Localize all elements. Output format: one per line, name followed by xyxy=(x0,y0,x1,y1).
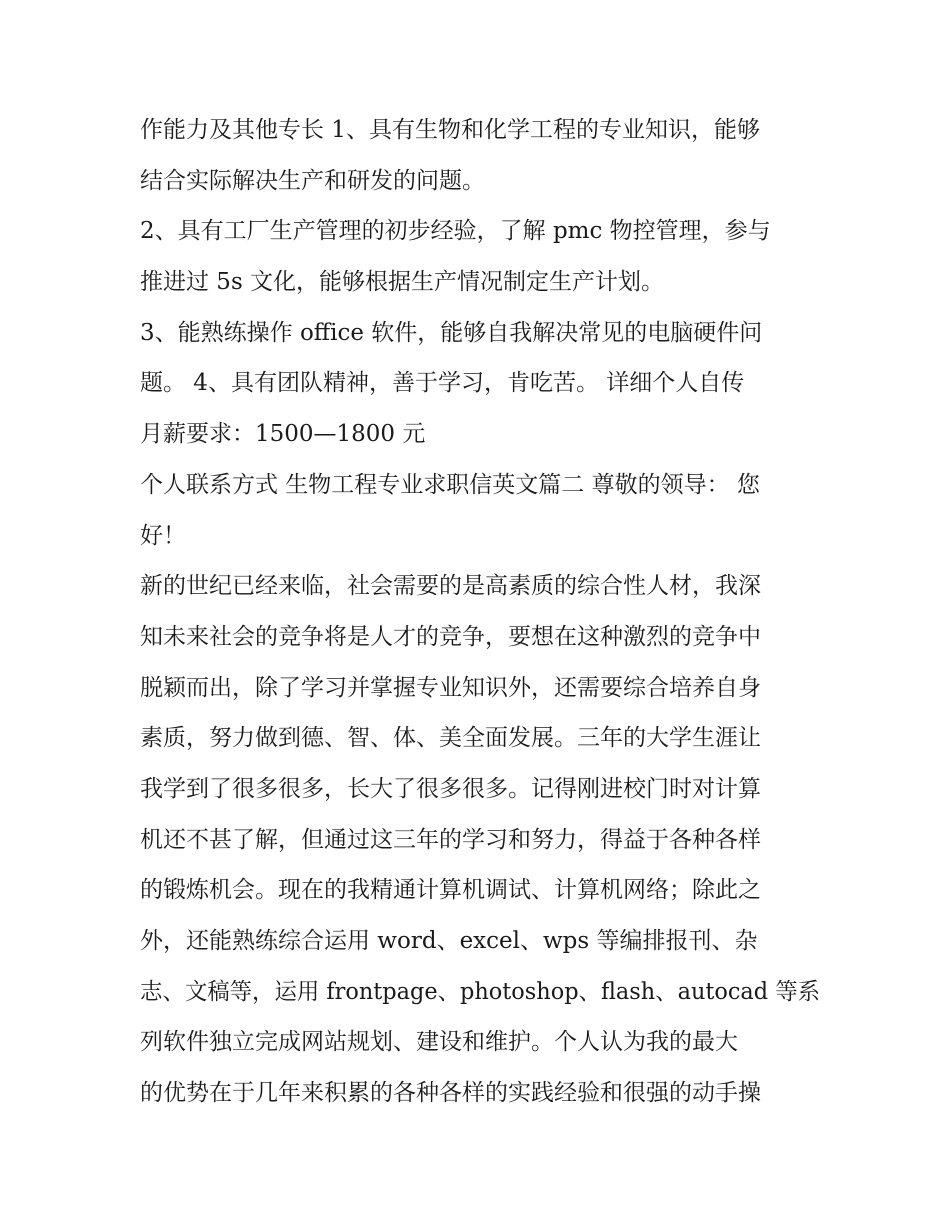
text-line: 2、具有工厂生产管理的初步经验，了解 pmc 物控管理，参与 xyxy=(140,218,771,245)
text-line: 列软件独立完成网站规划、建设和维护。个人认为我的最大 xyxy=(140,1029,738,1056)
text-line: 个人联系方式 生物工程专业求职信英文篇二 尊敬的领导： 您 xyxy=(140,471,760,498)
text-line: 月薪要求：1500—1800 元 xyxy=(140,421,426,448)
text-line: 外，还能熟练综合运用 word、excel、wps 等编排报刊、杂 xyxy=(140,928,758,954)
text-line: 志、文稿等，运用 frontpage、photoshop、flash、autocad 等系 xyxy=(140,978,821,1005)
text-line: 机还不甚了解，但通过这三年的学习和努力，得益于各种各样 xyxy=(140,826,761,853)
text-line: 我学到了很多很多，长大了很多很多。记得刚进校门时对计算 xyxy=(140,775,761,802)
text-line: 素质，努力做到德、智、体、美全面发展。三年的大学生涯让 xyxy=(140,725,761,752)
text-line: 的锻炼机会。现在的我精通计算机调试、计算机网络；除此之 xyxy=(140,877,761,904)
text-line: 作能力及其他专长 1、具有生物和化学工程的专业知识，能够 xyxy=(140,117,760,143)
text-line: 结合实际解决生产和研发的问题。 xyxy=(140,167,485,194)
text-line: 知未来社会的竞争将是人才的竞争，要想在这种激烈的竞争中 xyxy=(140,623,761,650)
text-line: 3、能熟练操作 office 软件，能够自我解决常见的电脑硬件问 xyxy=(140,319,763,346)
text-line: 脱颖而出，除了学习并掌握专业知识外，还需要综合培养自身 xyxy=(140,674,761,701)
document-body xyxy=(140,105,820,1119)
text-line: 好！ xyxy=(140,522,186,549)
text-line: 新的世纪已经来临，社会需要的是高素质的综合性人材，我深 xyxy=(140,573,761,600)
text-line: 题。 4、具有团队精神，善于学习，肯吃苦。 详细个人自传 xyxy=(140,370,745,397)
text-line: 的优势在于几年来积累的各种各样的实践经验和很强的动手操 xyxy=(140,1080,761,1107)
text-line: 推进过 5s 文化，能够根据生产情况制定生产计划。 xyxy=(140,269,665,296)
